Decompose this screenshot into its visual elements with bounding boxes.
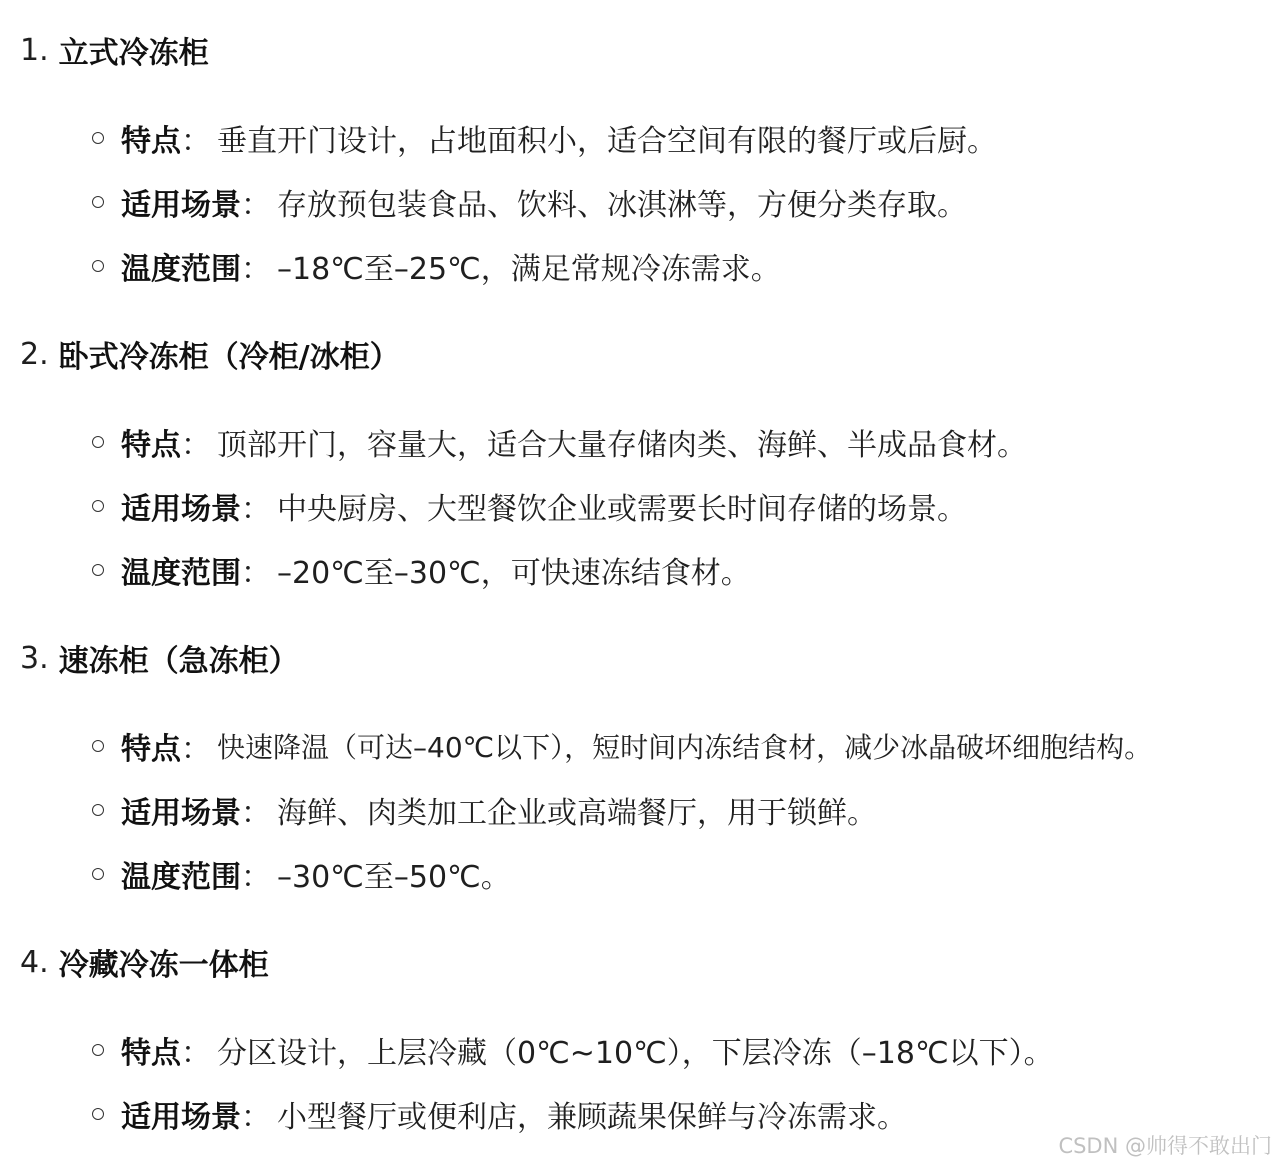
item-colon: ：: [241, 860, 271, 895]
item-text: 小型餐厅或便利店，兼顾蔬果保鲜与冷冻需求。: [277, 1100, 907, 1135]
item-colon: ：: [181, 732, 211, 767]
section-number: 4.: [20, 944, 49, 980]
item-text: –30℃至–50℃。: [277, 860, 511, 895]
hollow-circle-bullet-icon: [92, 132, 104, 144]
list-item: [92, 1094, 907, 1134]
section-heading: [20, 30, 209, 70]
item-label: 温度范围: [121, 860, 241, 895]
section-title: 冷藏冷冻一体柜: [58, 948, 269, 983]
item-colon: ：: [181, 124, 211, 159]
item-text: –18℃至–25℃，满足常规冷冻需求。: [277, 252, 781, 287]
item-text: 存放预包装食品、饮料、冰淇淋等，方便分类存取。: [277, 188, 967, 223]
list-item: [92, 182, 967, 222]
hollow-circle-bullet-icon: [92, 804, 104, 816]
item-colon: ：: [181, 428, 211, 463]
section-title: 卧式冷冻柜（冷柜/冰柜）: [58, 340, 400, 375]
list-item: [92, 118, 997, 158]
item-label: 特点: [121, 428, 181, 463]
list-item: [92, 486, 967, 526]
hollow-circle-bullet-icon: [92, 260, 104, 272]
hollow-circle-bullet-icon: [92, 436, 104, 448]
item-colon: ：: [241, 556, 271, 591]
section-number: 3.: [20, 640, 49, 676]
section-heading: [20, 638, 299, 678]
section-number: 1.: [20, 32, 49, 68]
item-text: 海鲜、肉类加工企业或高端餐厅，用于锁鲜。: [277, 796, 877, 831]
section-heading: [20, 942, 269, 982]
list-item: [92, 550, 751, 590]
list-item: [92, 726, 1152, 766]
section-title: 速冻柜（急冻柜）: [58, 644, 299, 679]
hollow-circle-bullet-icon: [92, 500, 104, 512]
item-label: 适用场景: [121, 492, 241, 527]
hollow-circle-bullet-icon: [92, 1044, 104, 1056]
hollow-circle-bullet-icon: [92, 564, 104, 576]
item-text: 垂直开门设计，占地面积小，适合空间有限的餐厅或后厨。: [217, 124, 997, 159]
item-label: 特点: [121, 732, 181, 767]
list-item: [92, 422, 1027, 462]
item-colon: ：: [241, 252, 271, 287]
item-colon: ：: [241, 1100, 271, 1135]
item-label: 适用场景: [121, 188, 241, 223]
hollow-circle-bullet-icon: [92, 1108, 104, 1120]
section-number: 2.: [20, 336, 49, 372]
list-item: [92, 790, 877, 830]
item-colon: ：: [241, 492, 271, 527]
item-text: –20℃至–30℃，可快速冻结食材。: [277, 556, 751, 591]
section-title: 立式冷冻柜: [58, 36, 209, 71]
item-text: 分区设计，上层冷藏（0℃~10℃），下层冷冻（–18℃以下）。: [217, 1036, 1054, 1071]
item-label: 特点: [121, 124, 181, 159]
list-item: [92, 246, 781, 286]
hollow-circle-bullet-icon: [92, 196, 104, 208]
item-colon: ：: [181, 1036, 211, 1071]
csdn-watermark: CSDN @帅得不敢出门: [1058, 1134, 1272, 1158]
item-text: 中央厨房、大型餐饮企业或需要长时间存储的场景。: [277, 492, 967, 527]
item-colon: ：: [241, 188, 271, 223]
hollow-circle-bullet-icon: [92, 740, 104, 752]
hollow-circle-bullet-icon: [92, 868, 104, 880]
section-heading: [20, 334, 400, 374]
item-label: 温度范围: [121, 252, 241, 287]
item-label: 温度范围: [121, 556, 241, 591]
list-item: [92, 1030, 1054, 1070]
item-colon: ：: [241, 796, 271, 831]
item-label: 特点: [121, 1036, 181, 1071]
list-item: [92, 854, 511, 894]
item-label: 适用场景: [121, 1100, 241, 1135]
item-label: 适用场景: [121, 796, 241, 831]
item-text: 顶部开门，容量大，适合大量存储肉类、海鲜、半成品食材。: [217, 428, 1027, 463]
item-text: 快速降温（可达–40℃以下），短时间内冻结食材，减少冰晶破坏细胞结构。: [217, 731, 1153, 764]
